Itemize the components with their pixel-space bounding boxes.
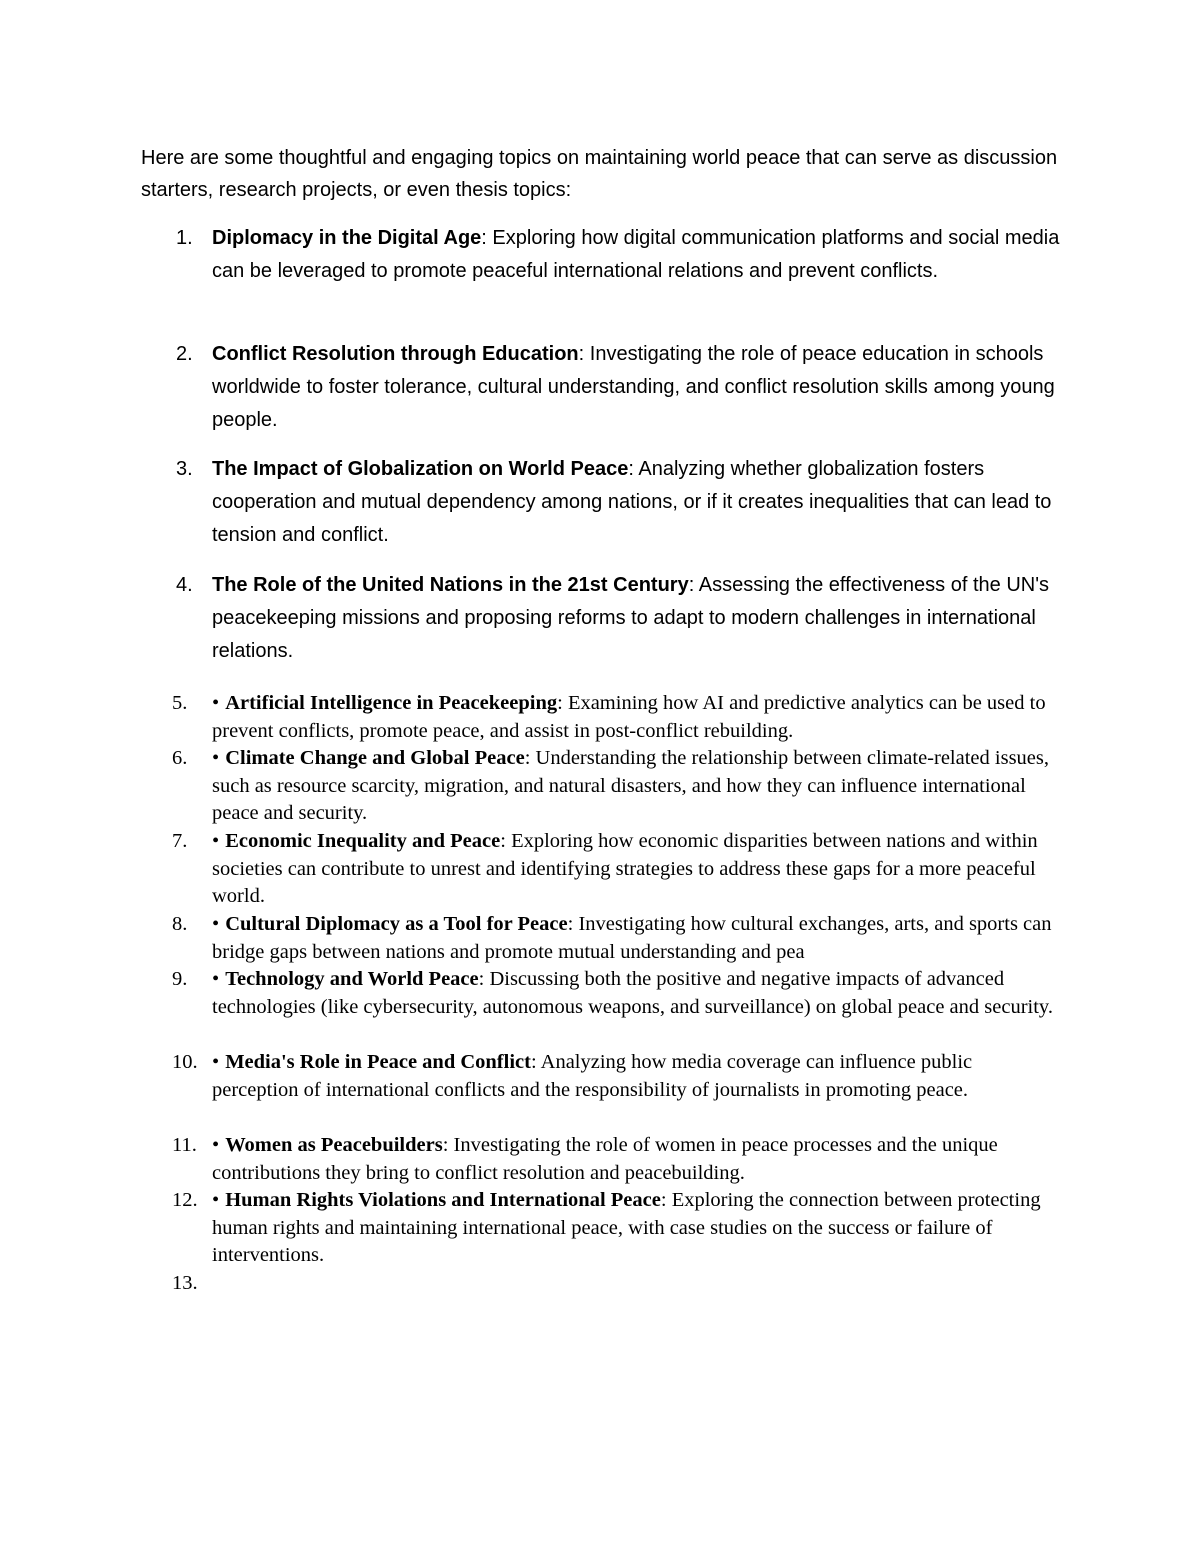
bullet-icon: • bbox=[212, 913, 220, 935]
topic-title: Media's Role in Peace and Conflict bbox=[225, 1051, 531, 1073]
topic-description: Analyzing whether globalization fosters cooperation and mutual dependency among nations, or if it creates inequalities that can lead to tension and conflict. bbox=[212, 458, 1052, 546]
topic-separator: : bbox=[660, 1189, 667, 1211]
bullet-icon: • bbox=[212, 1189, 220, 1211]
topic-title: Technology and World Peace bbox=[225, 968, 479, 990]
list-item bbox=[172, 745, 1062, 828]
topic-separator: : bbox=[578, 343, 585, 365]
list-item-body bbox=[212, 966, 1062, 1021]
list-item-body bbox=[212, 222, 1064, 288]
topic-title: Climate Change and Global Peace bbox=[225, 747, 525, 769]
bullet-icon: • bbox=[212, 1051, 220, 1073]
list-number: 8. bbox=[172, 913, 188, 935]
topic-separator: : bbox=[478, 968, 485, 990]
topic-description: Exploring how economic disparities between nations and within societies can contribute to unrest and identifying strategies to address these gaps for a more peaceful world. bbox=[212, 830, 1038, 907]
topic-description: Exploring the connection between protecting human rights and maintaining international peace, with case studies on the success or failure of interventions. bbox=[212, 1189, 1041, 1266]
list-item-body bbox=[212, 690, 1062, 745]
topic-description: Understanding the relationship between climate-related issues, such as resource scarcity, migration, and natural disasters, and how they can influence international peace and security. bbox=[212, 747, 1050, 824]
list-item-body bbox=[212, 1132, 1062, 1187]
list-number: 3. bbox=[176, 458, 193, 480]
topic-separator: : bbox=[524, 747, 531, 769]
list-item bbox=[176, 222, 1066, 322]
list-item bbox=[172, 690, 1062, 745]
topic-title: Economic Inequality and Peace bbox=[225, 830, 501, 852]
list-item-body bbox=[212, 1049, 1062, 1104]
topic-description: Investigating how cultural exchanges, arts, and sports can bridge gaps between nations and promote mutual understanding and pea bbox=[212, 913, 1052, 963]
list-item bbox=[172, 1132, 1062, 1187]
list-number: 2. bbox=[176, 343, 193, 365]
list-item-empty bbox=[172, 1270, 1062, 1300]
list-item bbox=[172, 828, 1062, 911]
list-item-body bbox=[212, 338, 1064, 437]
list-item bbox=[176, 453, 1066, 553]
topic-separator: : bbox=[500, 830, 506, 852]
list-number: 9. bbox=[172, 968, 188, 990]
topic-separator: : bbox=[567, 913, 574, 935]
bullet-icon: • bbox=[212, 747, 220, 769]
topic-title: The Role of the United Nations in the 21st Century bbox=[212, 574, 689, 596]
topic-title: Artificial Intelligence in Peacekeeping bbox=[225, 692, 558, 714]
list-number: 11. bbox=[172, 1134, 197, 1156]
list-number: 6. bbox=[172, 747, 188, 769]
bullet-icon: • bbox=[212, 1134, 220, 1156]
topic-description: Investigating the role of women in peace processes and the unique contributions they bring to conflict resolution and peacebuilding. bbox=[212, 1134, 998, 1184]
list-item bbox=[176, 569, 1066, 669]
list-item-body bbox=[212, 911, 1062, 966]
topic-separator: : bbox=[628, 458, 634, 480]
topic-description: Assessing the effectiveness of the UN's peacekeeping missions and proposing reforms to adapt to modern challenges in international relations. bbox=[212, 574, 1050, 662]
topic-separator: : bbox=[557, 692, 563, 714]
list-number: 7. bbox=[172, 830, 188, 852]
list-number: 13. bbox=[172, 1272, 198, 1294]
list-item bbox=[172, 966, 1062, 1049]
topic-description: Discussing both the positive and negative impacts of advanced technologies (like cybersecurity, autonomous weapons, and surveillance) on global peace and security. bbox=[212, 968, 1053, 1018]
topic-description: Investigating the role of peace education in schools worldwide to foster tolerance, cultural understanding, and conflict resolution skills among young people. bbox=[212, 343, 1055, 431]
topic-separator: : bbox=[442, 1134, 449, 1156]
topic-title: Cultural Diplomacy as a Tool for Peace bbox=[225, 913, 568, 935]
topic-separator: : bbox=[688, 574, 695, 596]
list-item-body bbox=[212, 453, 1064, 552]
list-number: 4. bbox=[176, 574, 193, 596]
intro-paragraph: Here are some thoughtful and engaging topics on maintaining world peace that can serve as discussion starters, research projects, or even thesis topics: bbox=[141, 147, 1058, 201]
topic-title: Women as Peacebuilders bbox=[225, 1134, 443, 1156]
topic-description: Analyzing how media coverage can influence public perception of international conflicts and the responsibility of journalists in promoting peace. bbox=[212, 1051, 973, 1101]
topic-title: Conflict Resolution through Education bbox=[212, 343, 579, 365]
topic-title: The Impact of Globalization on World Peace bbox=[212, 458, 629, 480]
topic-separator: : bbox=[481, 227, 487, 249]
list-item bbox=[176, 338, 1066, 438]
list-item-body bbox=[212, 745, 1062, 828]
list-item-body bbox=[212, 569, 1064, 668]
topic-description: Exploring how digital communication platforms and social media can be leveraged to promote peaceful international relations and prevent conflicts. bbox=[212, 227, 1060, 282]
topic-title: Diplomacy in the Digital Age bbox=[212, 227, 482, 249]
topic-separator: : bbox=[530, 1051, 537, 1073]
topic-title: Human Rights Violations and International Peace bbox=[225, 1189, 661, 1211]
topic-description: Examining how AI and predictive analytics can be used to prevent conflicts, promote peace, and assist in post-conflict rebuilding. bbox=[212, 692, 1046, 742]
list-item bbox=[172, 911, 1062, 966]
list-number: 5. bbox=[172, 692, 188, 714]
bullet-icon: • bbox=[212, 830, 220, 852]
list-item bbox=[172, 1187, 1062, 1270]
list-number: 1. bbox=[176, 227, 193, 249]
list-item-body bbox=[212, 828, 1062, 911]
list-item bbox=[172, 1049, 1062, 1132]
list-number: 12. bbox=[172, 1189, 198, 1211]
list-item-body bbox=[212, 1187, 1062, 1270]
list-number: 10. bbox=[172, 1051, 198, 1073]
bullet-icon: • bbox=[212, 692, 220, 714]
bullet-icon: • bbox=[212, 968, 220, 990]
